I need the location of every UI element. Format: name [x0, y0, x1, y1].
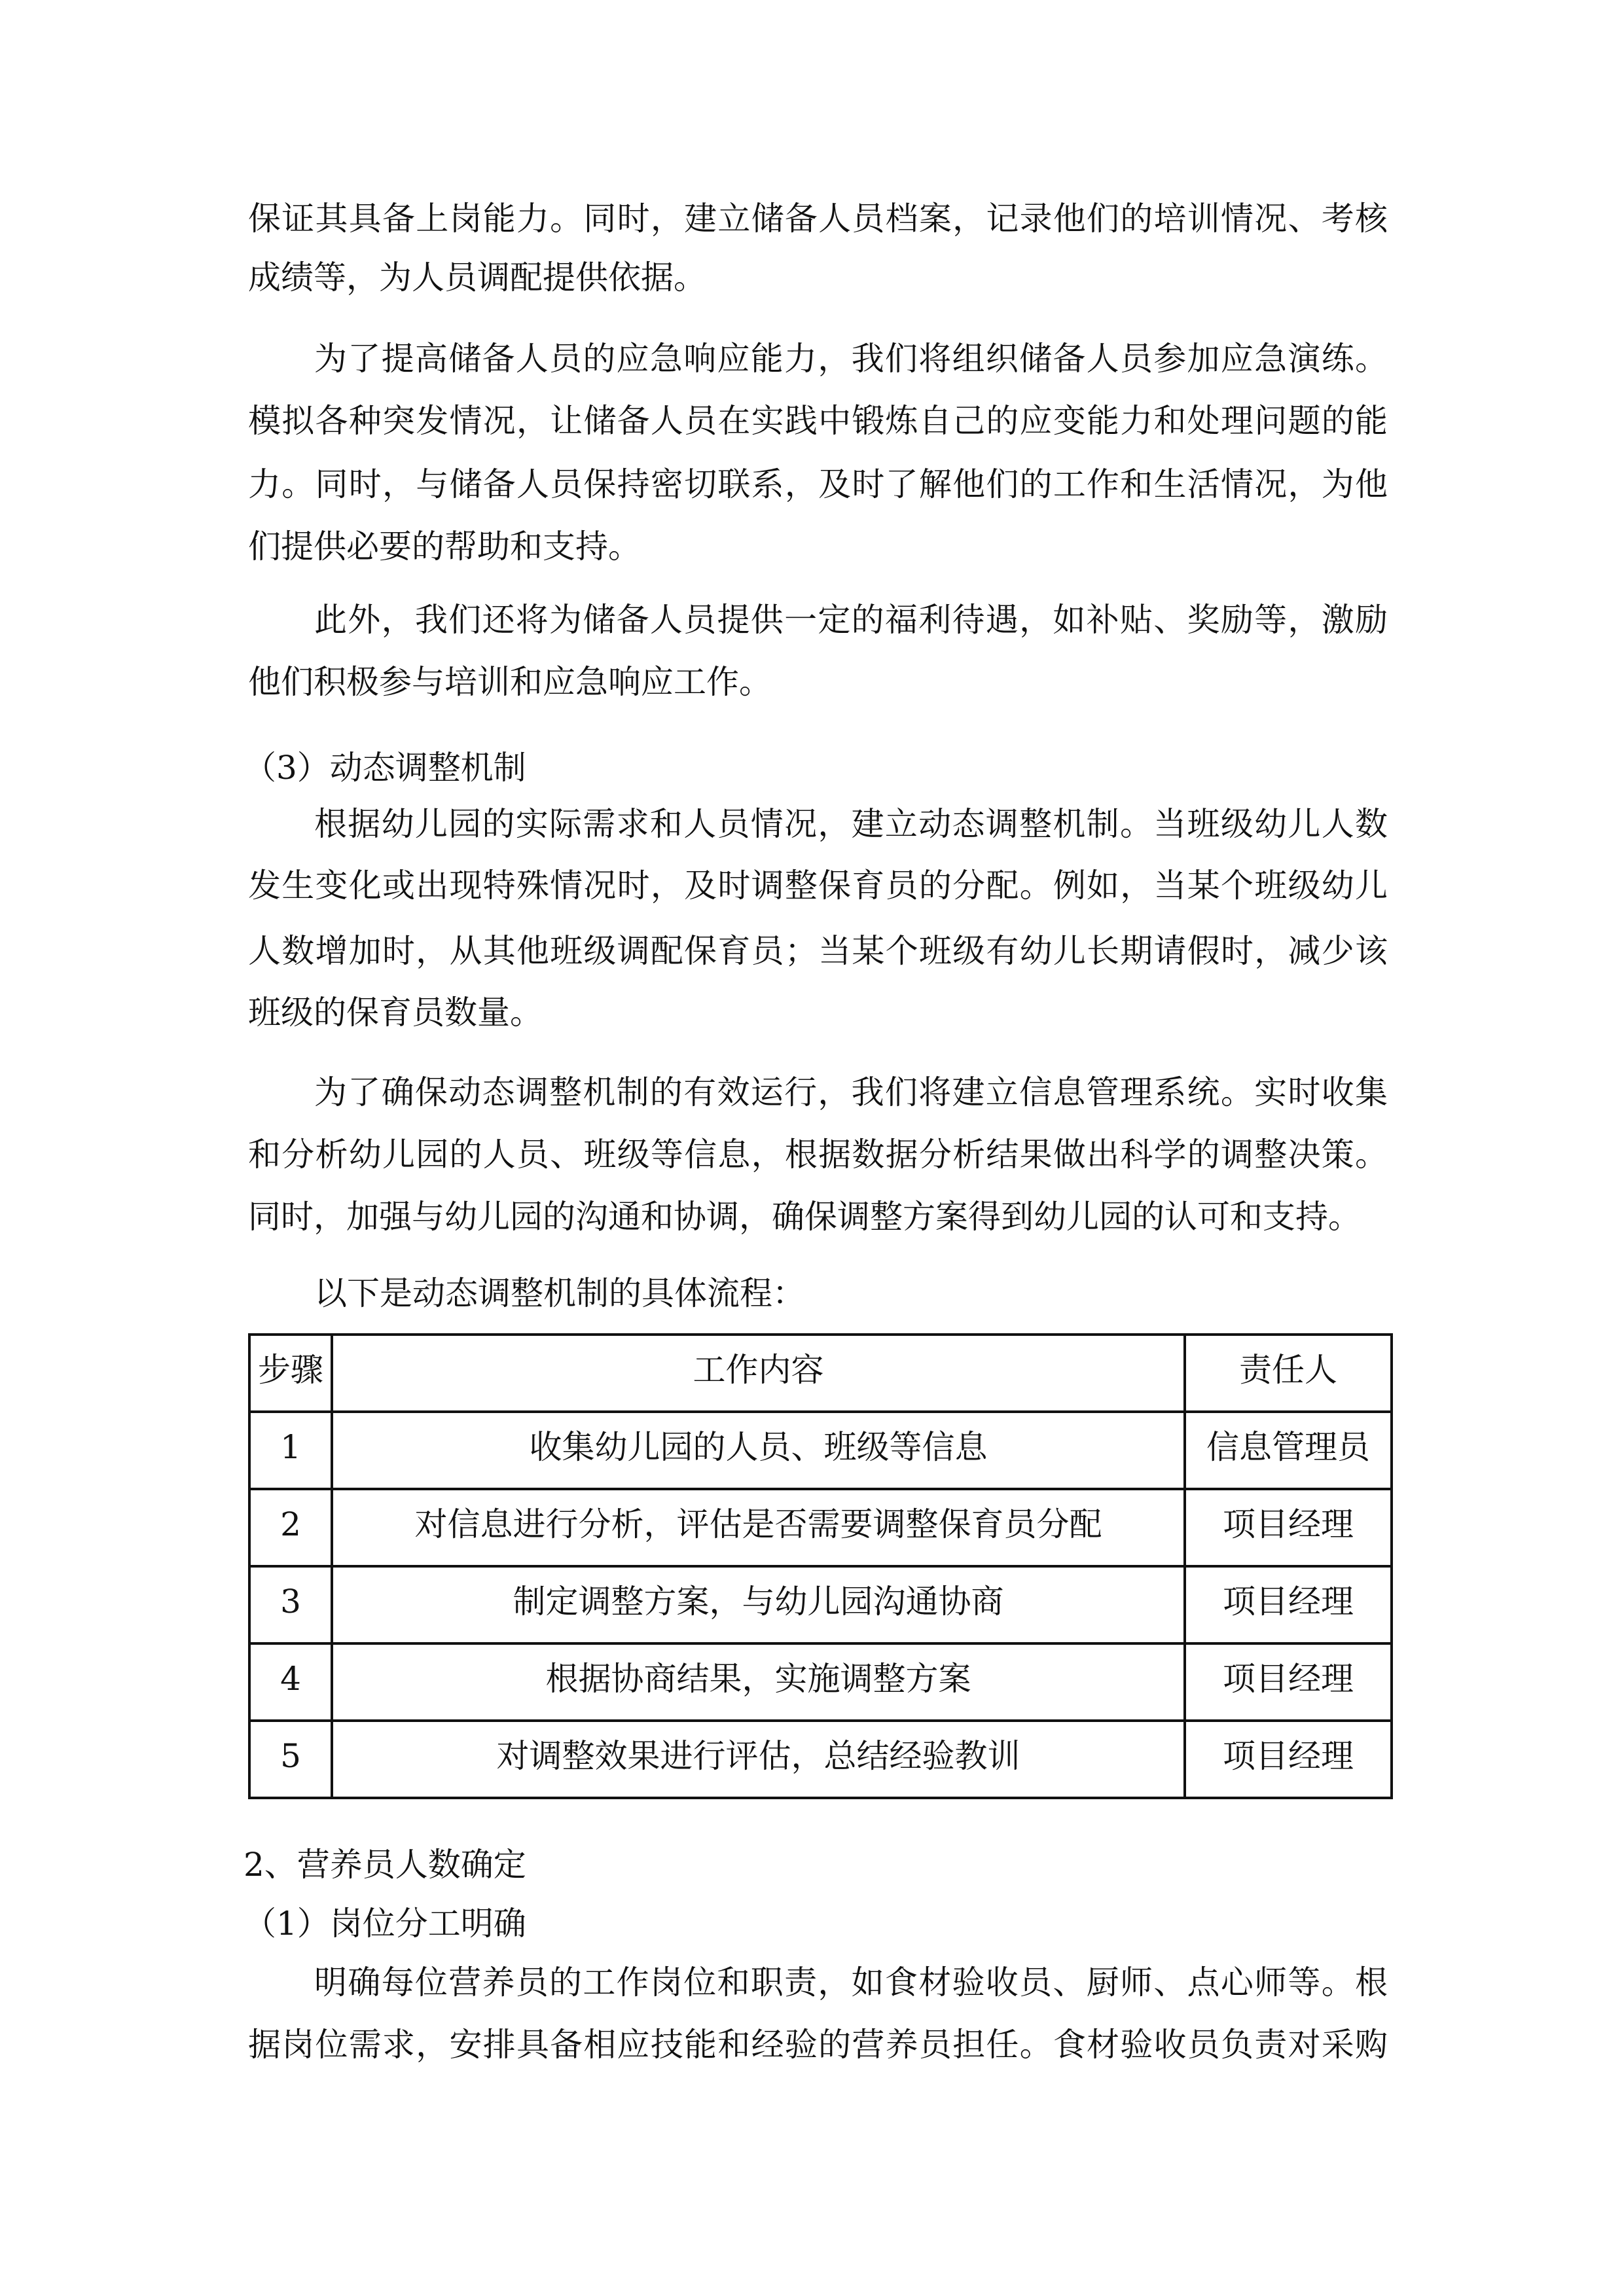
paragraph-line: 人数增加时，从其他班级调配保育员；当某个班级有幼儿长期请假时，减少该 — [248, 932, 1388, 970]
section-heading: （1）岗位分工明确 — [244, 1905, 526, 1943]
cell-owner: 项目经理 — [1185, 1721, 1392, 1798]
table-row — [249, 1412, 1392, 1489]
paragraph-line: 们提供必要的帮助和支持。 — [248, 528, 641, 565]
cell-owner: 项目经理 — [1185, 1566, 1392, 1643]
cell-step: 1 — [249, 1412, 332, 1489]
cell-owner: 项目经理 — [1185, 1489, 1392, 1566]
cell-step: 4 — [249, 1643, 332, 1721]
paragraph-line: 同时，加强与幼儿园的沟通和协调，确保调整方案得到幼儿园的认可和支持。 — [248, 1198, 1361, 1236]
table-row — [249, 1489, 1392, 1566]
cell-step: 5 — [249, 1721, 332, 1798]
paragraph-line: 以下是动态调整机制的具体流程： — [314, 1274, 805, 1312]
table-row — [249, 1566, 1392, 1643]
header-owner: 责任人 — [1185, 1335, 1392, 1412]
paragraph-line: 明确每位营养员的工作岗位和职责，如食材验收员、厨师、点心师等。根 — [314, 1964, 1388, 2001]
paragraph-line: 保证其具备上岗能力。同时，建立储备人员档案，记录他们的培训情况、考核 — [248, 200, 1388, 238]
paragraph-line: 模拟各种突发情况，让储备人员在实践中锻炼自己的应变能力和处理问题的能 — [248, 402, 1388, 440]
cell-step: 2 — [249, 1489, 332, 1566]
section-heading: 2、营养员人数确定 — [244, 1846, 526, 1884]
paragraph-line: 据岗位需求，安排具备相应技能和经验的营养员担任。食材验收员负责对采购 — [248, 2026, 1388, 2064]
section-heading: （3）动态调整机制 — [244, 749, 526, 787]
paragraph-line: 根据幼儿园的实际需求和人员情况，建立动态调整机制。当班级幼儿人数 — [314, 805, 1388, 843]
cell-step: 3 — [249, 1566, 332, 1643]
table-header-row — [249, 1335, 1392, 1412]
paragraph-line: 力。同时，与储备人员保持密切联系，及时了解他们的工作和生活情况，为他 — [248, 465, 1388, 503]
cell-content: 根据协商结果，实施调整方案 — [332, 1643, 1185, 1721]
cell-owner: 信息管理员 — [1185, 1412, 1392, 1489]
paragraph-line: 他们积极参与培训和应急响应工作。 — [248, 663, 772, 701]
cell-owner: 项目经理 — [1185, 1643, 1392, 1721]
table-row — [249, 1721, 1392, 1798]
paragraph-line: 为了确保动态调整机制的有效运行，我们将建立信息管理系统。实时收集 — [314, 1073, 1388, 1111]
paragraph-line: 发生变化或出现特殊情况时，及时调整保育员的分配。例如，当某个班级幼儿 — [248, 867, 1388, 905]
cell-content: 对信息进行分析，评估是否需要调整保育员分配 — [332, 1489, 1185, 1566]
paragraph-line: 为了提高储备人员的应急响应能力，我们将组织储备人员参加应急演练。 — [314, 340, 1388, 378]
paragraph-line: 班级的保育员数量。 — [248, 994, 543, 1031]
cell-content: 制定调整方案，与幼儿园沟通协商 — [332, 1566, 1185, 1643]
cell-content: 对调整效果进行评估，总结经验教训 — [332, 1721, 1185, 1798]
paragraph-line: 成绩等，为人员调配提供依据。 — [248, 259, 706, 296]
header-content: 工作内容 — [332, 1335, 1185, 1412]
cell-content: 收集幼儿园的人员、班级等信息 — [332, 1412, 1185, 1489]
paragraph-line: 此外，我们还将为储备人员提供一定的福利待遇，如补贴、奖励等，激励 — [314, 601, 1388, 639]
table-row — [249, 1643, 1392, 1721]
process-table — [248, 1333, 1393, 1799]
paragraph-line: 和分析幼儿园的人员、班级等信息，根据数据分析结果做出科学的调整决策。 — [248, 1136, 1388, 1174]
header-step: 步骤 — [249, 1335, 332, 1412]
